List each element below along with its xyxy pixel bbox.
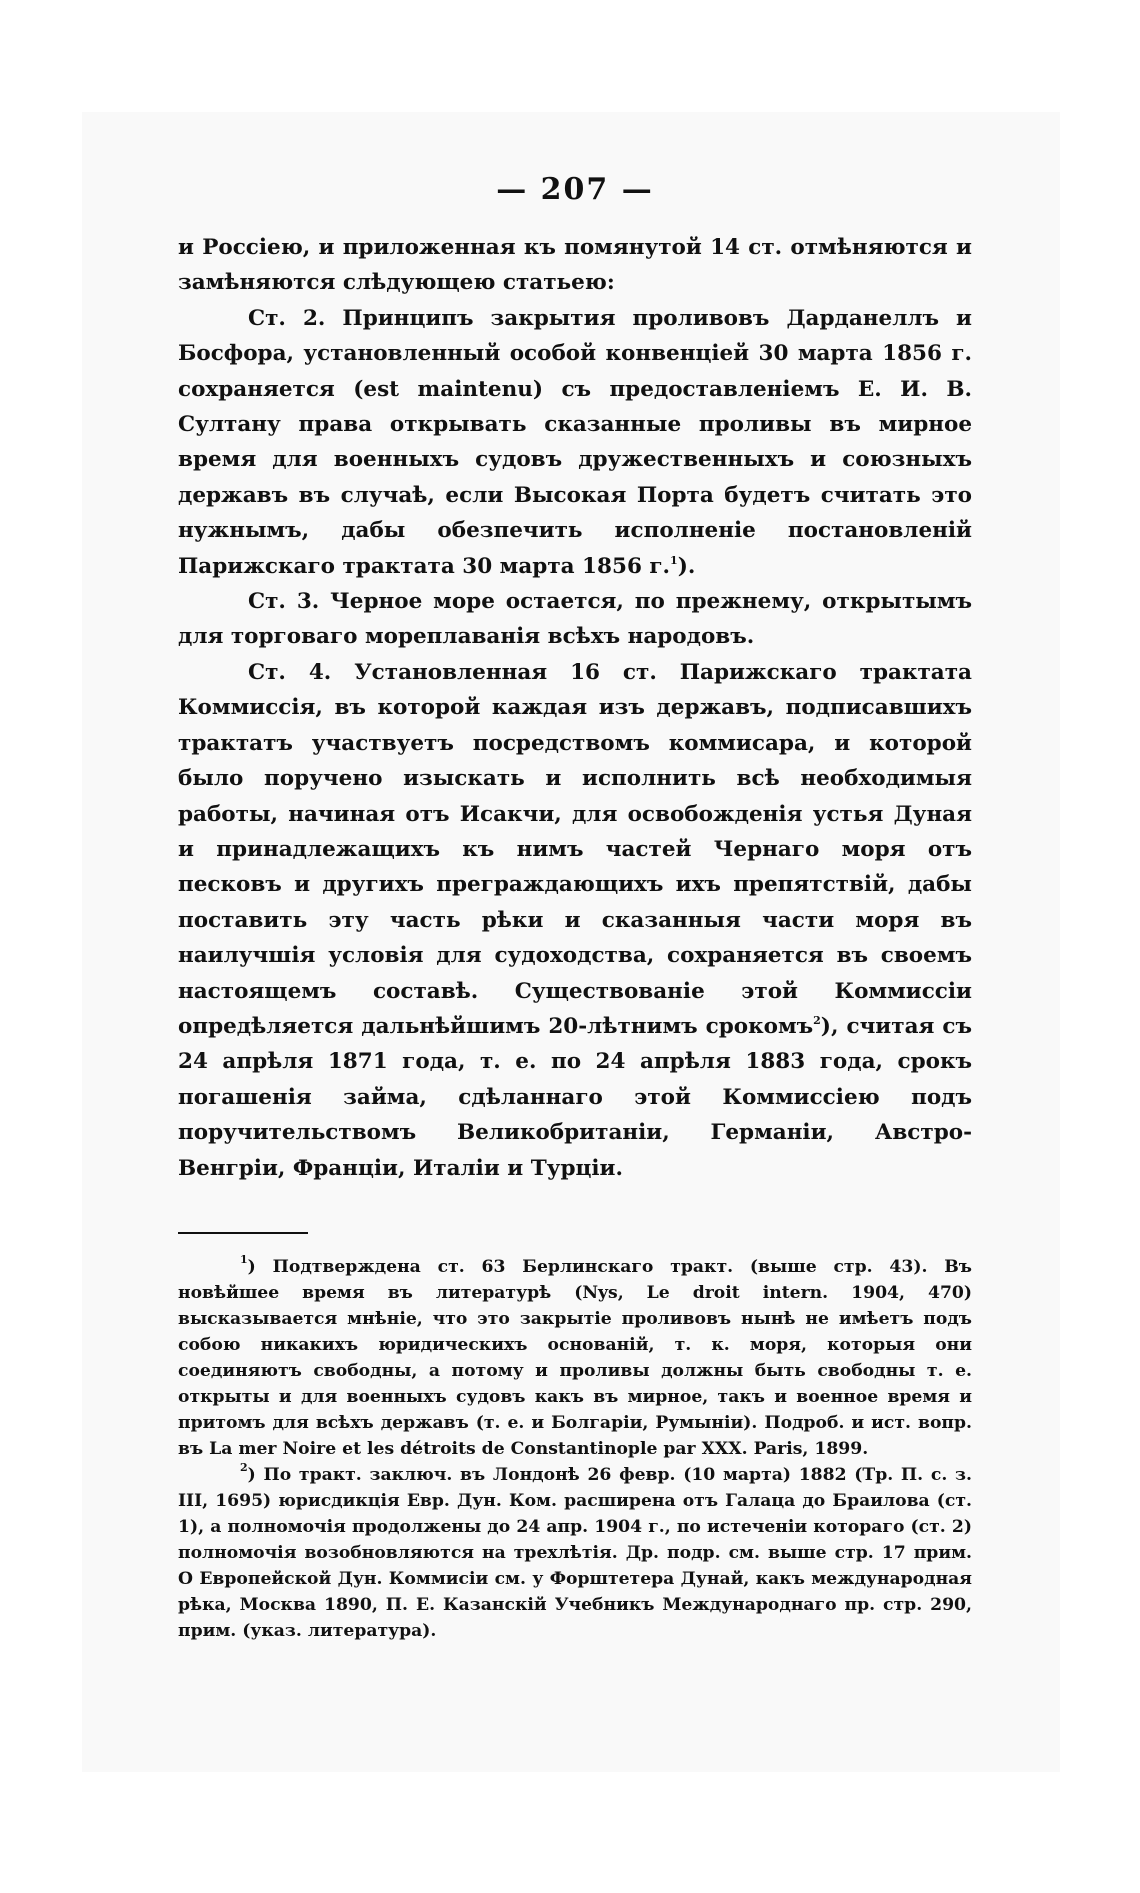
paragraph-text: ), считая съ 24 апрѣля 1871 года, т. е. по 24 апрѣля 1883 года, срокъ погашенiя займа, сдѣланнаго этой Коммиссiею подъ поручительствомъ Великобританiи, Германiи, Австро-Венгрiи, Францiи, Италiи и Турцiи. xyxy=(178,1013,972,1181)
footnotes xyxy=(178,1254,972,1644)
paragraph-text: Ст. 2. Принципъ закрытия проливовъ Дарданеллъ и Босфора, установленный особой конвенцiей 30 марта 1856 г. сохраняется (est maintenu) съ предоставленiемъ Е. И. В. Султану права открывать сказанные проливы въ мирное время для военныхъ судовъ дружественныхъ и союзныхъ державъ въ случаѣ, если Высокая Порта будетъ считать это нужнымъ, дабы обезпечить исполненiе постановленiй Парижскаго трактата 30 марта 1856 г. xyxy=(178,305,972,579)
paragraph-article-3: Ст. 3. Черное море остается, по прежнему, открытымъ для торговаго мореплаванiя всѣхъ народовъ. xyxy=(178,589,972,650)
footnote-ref: 1 xyxy=(670,553,678,567)
footnote xyxy=(178,1462,972,1644)
document-content xyxy=(178,168,972,1644)
paragraph-text: Ст. 4. Установленная 16 ст. Парижскаго трактата Коммиссiя, въ которой каждая изъ державъ, подписавшихъ трактатъ участвуетъ посредствомъ коммисара, и которой было поручено изыскать и исполнить всѣ необходимыя работы, начиная отъ Исакчи, для освобожденiя устья Дуная и принадлежащихъ къ нимъ частей Чернаго моря отъ песковъ и другихъ преграждающихъ ихъ препятствiй, дабы поставить эту часть рѣки и сказанныя части моря въ наилучшiя условiя для судоходства, сохраняется въ своемъ настоящемъ составѣ. Существованiе этой Коммиссiи опредѣляется дальнѣйшимъ 20-лѣтнимъ срокомъ xyxy=(178,659,972,1039)
footnote-marker: 2 xyxy=(240,1461,248,1475)
paragraph-article-4 xyxy=(178,655,972,1186)
footnote-text: ) По тракт. заключ. въ Лондонѣ 26 февр. (10 марта) 1882 (Тр. П. с. з. III, 1695) юрисдикцiя Евр. Дун. Ком. расширена отъ Галаца до Браилова (ст. 1), а полномочiя продолжены до 24 апр. 1904 г., по истеченiи котораго (ст. 2) полномочiя возобновляются на трехлѣтiя. Др. подр. см. выше стр. 17 прим. О Европейской Дун. Коммисiи см. у Форштетера Дунай, какъ международная рѣка, Москва 1890, П. Е. Казанскiй Учебникъ Международнаго пр. стр. 290, прим. (указ. литература). xyxy=(178,1464,972,1641)
page-number: — 207 — xyxy=(496,172,654,207)
footnote xyxy=(178,1254,972,1462)
paragraph-article-2 xyxy=(178,301,972,584)
paragraph: и Россiею, и приложенная къ помянутой 14 ст. отмѣняются и замѣняются слѣдующею статьею: xyxy=(178,235,972,296)
footnote-ref: 2 xyxy=(813,1014,821,1028)
footnote-text: ) Подтверждена ст. 63 Берлинскаго тракт. (выше стр. 43). Въ новѣйшее время въ литературѣ (Nys, Le droit intern. 1904, 470) высказывается мнѣнiе, что это закрытiе проливовъ нынѣ не имѣетъ подъ собою никакихъ юридическихъ основанiй, т. к. моря, которыя они соединяютъ свободны, а потому и проливы должны быть свободны т. е. открыты и для военныхъ судовъ какъ въ мирное, такъ и военное время и притомъ для всѣхъ державъ (т. е. и Болгарiи, Румынiи). Подроб. и ист. вопр. въ La mer Noire et les détroits de Constantinople par XXX. Paris, 1899. xyxy=(178,1256,972,1459)
paragraph-text: ). xyxy=(677,553,696,579)
footnote-marker: 1 xyxy=(240,1253,248,1267)
footnote-divider xyxy=(178,1232,308,1234)
main-text xyxy=(178,230,972,1186)
